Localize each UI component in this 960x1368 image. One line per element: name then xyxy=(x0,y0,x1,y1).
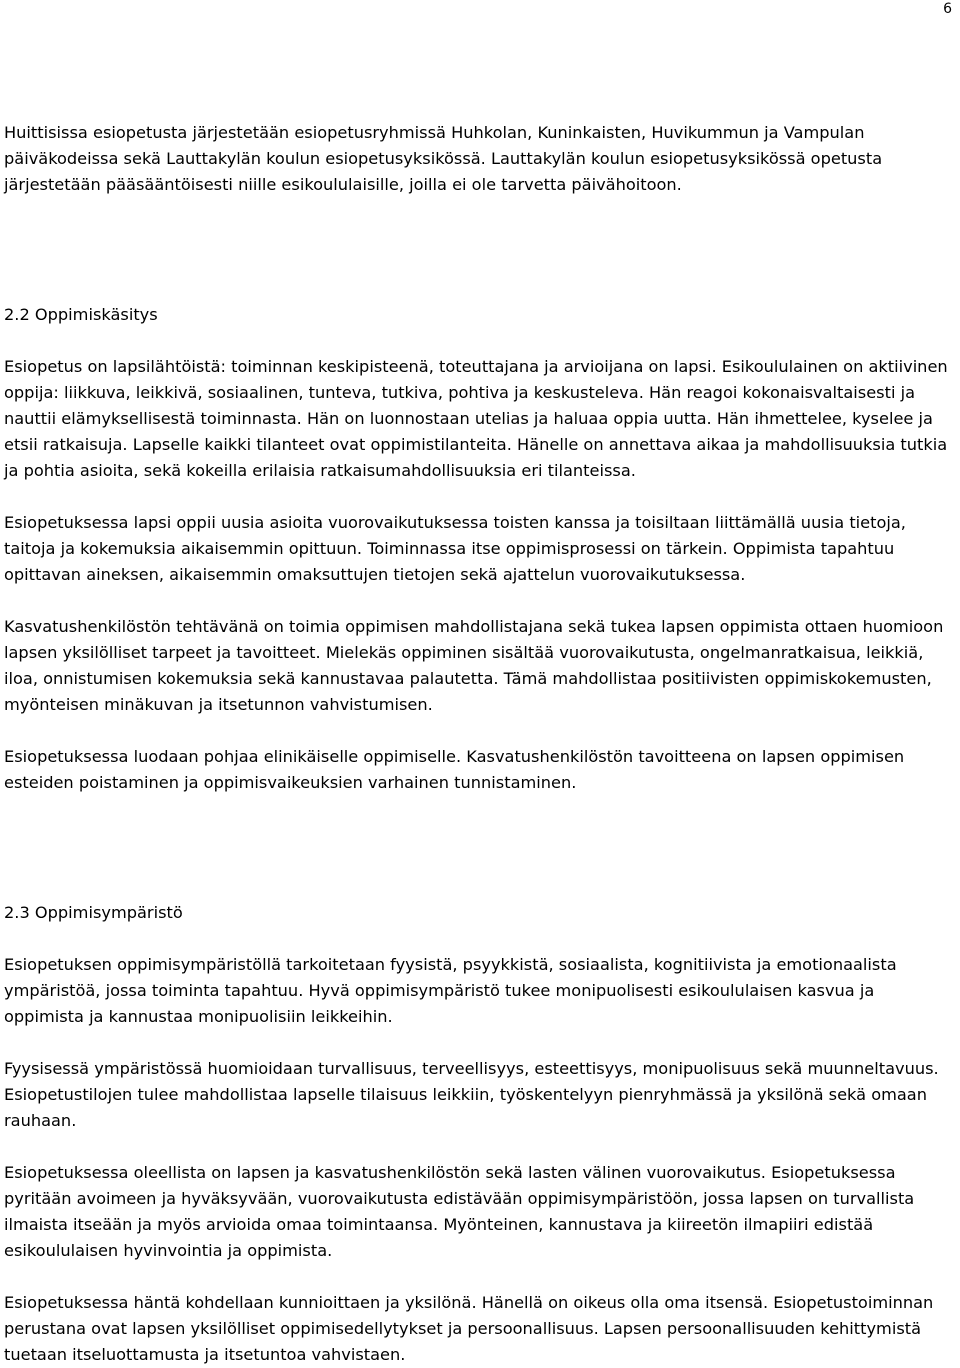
paragraph: Esiopetuksessa luodaan pohjaa elinikäiselle oppimiselle. Kasvatushenkilöstön tavoitteena on lapsen oppimisen esteiden poistaminen ja oppimisvaikeuksien varhainen tunnistaminen. xyxy=(4,747,905,792)
paragraph: Esiopetuksen oppimisympäristöllä tarkoitetaan fyysistä, psyykkistä, sosiaalista, kognitiivista ja emotionaalista ympäristöä, jossa toiminta tapahtuu. Hyvä oppimisympäristö tukee monipuolisesti esikoululaisen kasvua ja oppimista ja kannustaa monipuolisiin leikkeihin. xyxy=(4,955,897,1026)
page-number: 6 xyxy=(943,1,952,17)
paragraph: Esiopetus on lapsilähtöistä: toiminnan keskipisteenä, toteuttajana ja arvioijana on lapsi. Esikoululainen on aktiivinen oppija: liikkuva, leikkivä, sosiaalinen, tunteva, tutkiva, pohtiva ja keskusteleva. Hän reagoi kokonaisvaltaisesti ja nauttii elämyksellisestä toiminnasta. Hän on luonnostaan utelias ja haluaa oppia uutta. Hän ihmettelee, kyselee ja etsii ratkaisuja. Lapselle kaikki tilanteet ovat oppimistilanteita. Hänelle on annettava aikaa ja mahdollisuuksia tutkia ja pohtia asioita, sekä kokeilla erilaisia ratkaisumahdollisuuksia eri tilanteissa. xyxy=(4,357,948,480)
section-heading-oppimiskasitys: 2.2 Oppimiskäsitys xyxy=(4,305,158,324)
paragraph: Esiopetuksessa oleellista on lapsen ja kasvatushenkilöstön sekä lasten välinen vuorovaikutus. Esiopetuksessa pyritään avoimeen ja hyväksyvään, vuorovaikutusta edistävään oppimisympäristöön, jossa lapsen on turvallista ilmaista itseään ja myös arvioida omaa toimintaansa. Myönteinen, kannustava ja kiireetön ilmapiiri edistää esikoululaisen hyvinvointia ja oppimista. xyxy=(4,1163,915,1260)
paragraph: Esiopetuksessa lapsi oppii uusia asioita vuorovaikutuksessa toisten kanssa ja toisiltaan liittämällä uusia tietoja, taitoja ja kokemuksia aikaisemmin opittuun. Toiminnassa itse oppimisprosessi on tärkein. Oppimista tapahtuu opittavan aineksen, aikaisemmin omaksuttujen tietojen sekä ajattelun vuorovaikutuksessa. xyxy=(4,513,906,584)
document-body xyxy=(4,120,956,1368)
section-heading-oppimisymparisto: 2.3 Oppimisympäristö xyxy=(4,903,183,922)
paragraph: Esiopetuksessa häntä kohdellaan kunnioittaen ja yksilönä. Hänellä on oikeus olla oma itsensä. Esiopetustoiminnan perustana ovat lapsen yksilölliset oppimisedellytykset ja persoonallisuus. Lapsen persoonallisuuden kehittymistä tuetaan itseluottamusta ja itsetuntoa vahvistaen. xyxy=(4,1293,934,1364)
paragraph: Fyysisessä ympäristössä huomioidaan turvallisuus, terveellisyys, esteettisyys, monipuolisuus sekä muunneltavuus. Esiopetustilojen tulee mahdollistaa lapselle tilaisuus leikkiin, työskentelyyn pienryhmässä ja yksilönä sekä omaan rauhaan. xyxy=(4,1059,939,1130)
intro-paragraph: Huittisissa esiopetusta järjestetään esiopetusryhmissä Huhkolan, Kuninkaisten, Huvikummun ja Vampulan päiväkodeissa sekä Lauttakylän koulun esiopetusyksikössä. Lauttakylän koulun esiopetusyksikössä opetusta järjestetään pääsääntöisesti niille esikoululaisille, joilla ei ole tarvetta päivähoitoon. xyxy=(4,123,883,194)
paragraph: Kasvatushenkilöstön tehtävänä on toimia oppimisen mahdollistajana sekä tukea lapsen oppimista ottaen huomioon lapsen yksilölliset tarpeet ja tavoitteet. Mielekäs oppiminen sisältää vuorovaikutusta, ongelmanratkaisua, leikkiä, iloa, onnistumisen kokemuksia sekä kannustavaa palautetta. Tämä mahdollistaa positiivisten oppimiskokemusten, myönteisen minäkuvan ja itsetunnon vahvistumisen. xyxy=(4,617,944,714)
